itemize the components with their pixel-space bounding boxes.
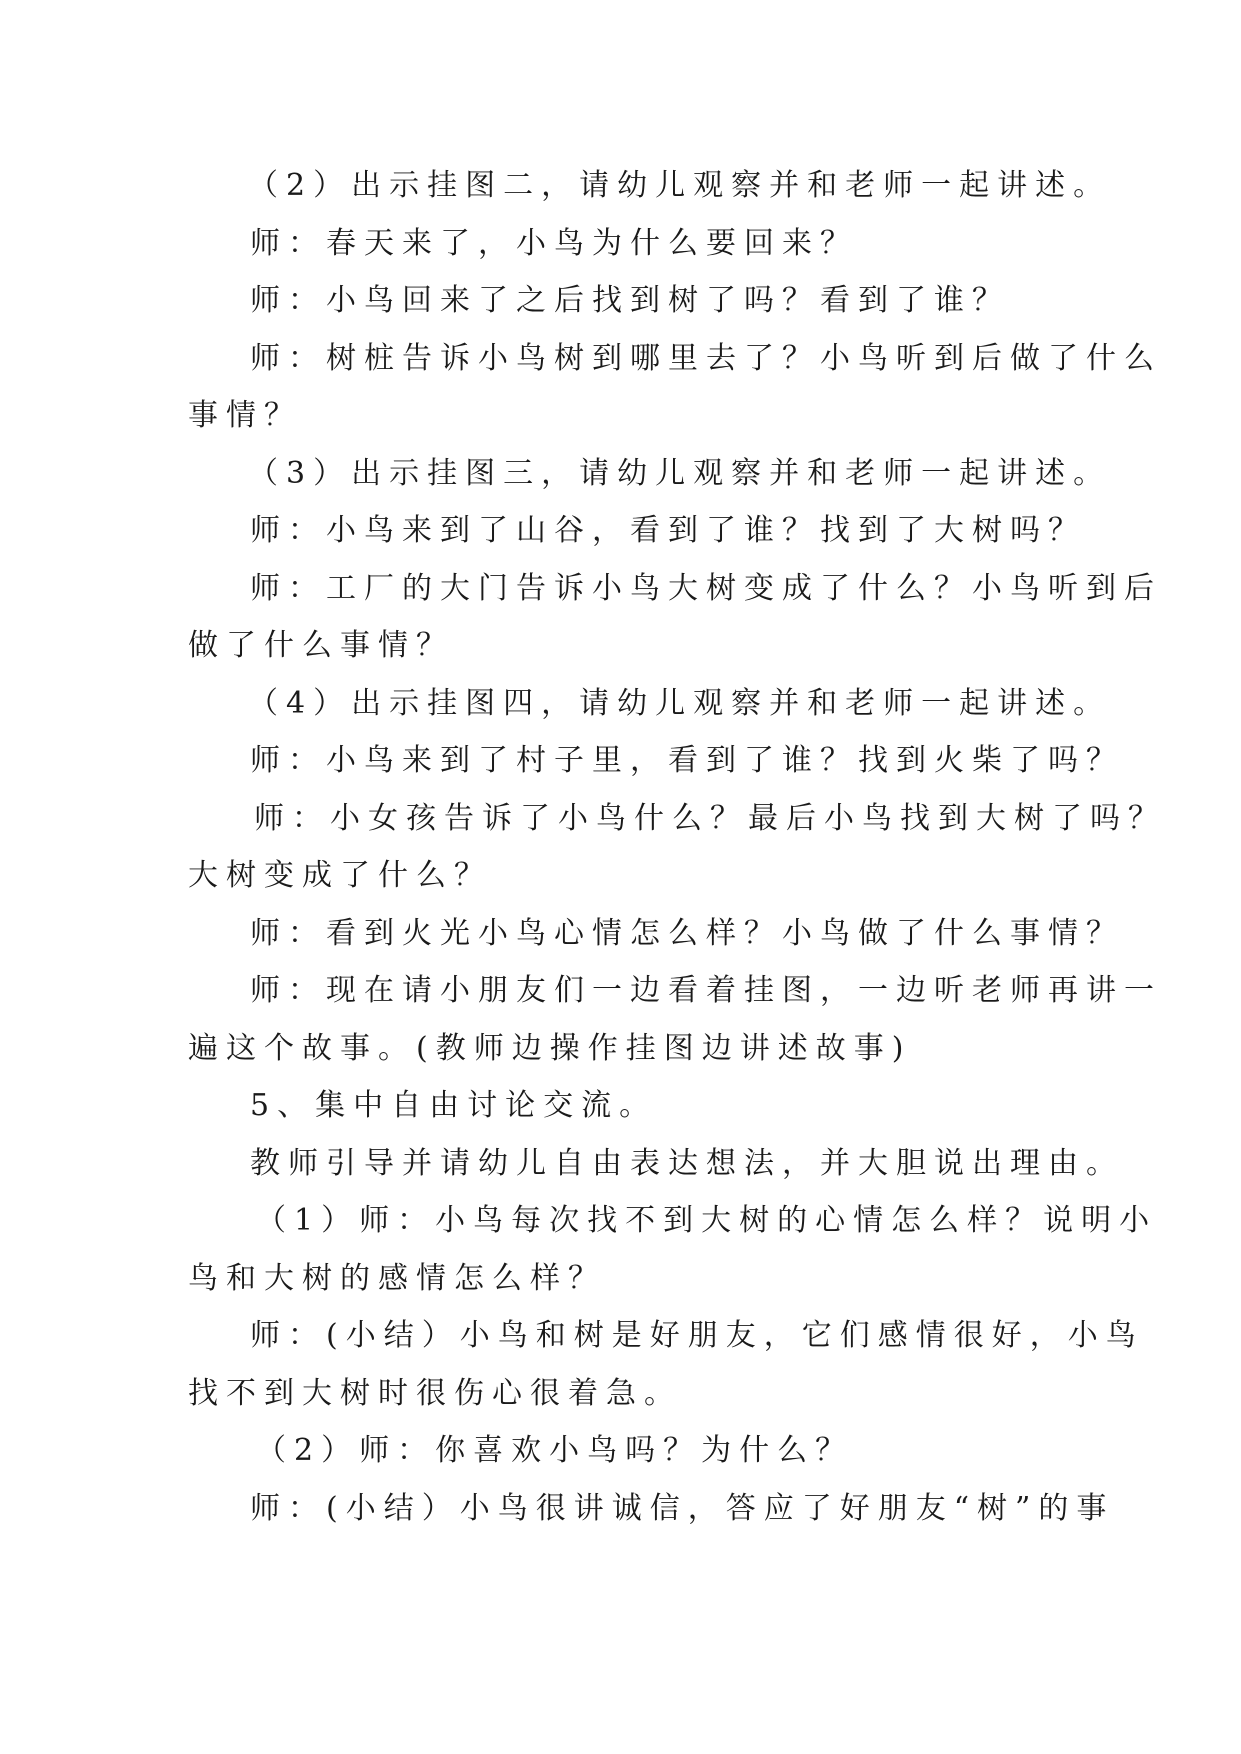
text-line: 师：小女孩告诉了小鸟什么？最后小鸟找到大树了吗？ (254, 801, 1166, 836)
text-line: 师：小鸟来到了村子里，看到了谁？找到火柴了吗？ (250, 743, 1124, 778)
text-line: 5、集中自由讨论交流。 (250, 1088, 658, 1123)
text-line: （3）出示挂图三，请幼儿观察并和老师一起讲述。 (248, 456, 1112, 491)
text-line: （2）师：你喜欢小鸟吗？为什么？ (256, 1433, 854, 1468)
text-line: 师：现在请小朋友们一边看着挂图，一边听老师再讲一 (250, 973, 1162, 1008)
text-line: 师：小鸟回来了之后找到树了吗？看到了谁？ (250, 283, 1010, 318)
text-line: 师：春天来了，小鸟为什么要回来？ (250, 226, 858, 261)
text-line: 师：工厂的大门告诉小鸟大树变成了什么？小鸟听到后 (250, 571, 1162, 606)
text-line: 师：树桩告诉小鸟树到哪里去了？小鸟听到后做了什么 (250, 341, 1162, 376)
text-line: 师：(小结）小鸟很讲诚信，答应了好朋友“树”的事 (250, 1491, 1115, 1526)
text-line: 教师引导并请幼儿自由表达想法，并大胆说出理由。 (250, 1146, 1124, 1181)
text-line: 师：看到火光小鸟心情怎么样？小鸟做了什么事情？ (250, 916, 1124, 951)
text-line: 遍这个故事。(教师边操作挂图边讲述故事) (188, 1031, 912, 1066)
text-line: 鸟和大树的感情怎么样？ (188, 1261, 606, 1296)
text-line: 事情？ (188, 398, 302, 433)
text-line: （1）师：小鸟每次找不到大树的心情怎么样？说明小 (256, 1203, 1158, 1238)
text-line: （2）出示挂图二，请幼儿观察并和老师一起讲述。 (248, 168, 1112, 203)
text-line: 找不到大树时很伤心很着急。 (188, 1376, 682, 1411)
text-line: 师：(小结）小鸟和树是好朋友，它们感情很好，小鸟 (250, 1318, 1144, 1353)
text-line: （4）出示挂图四，请幼儿观察并和老师一起讲述。 (248, 686, 1112, 721)
text-line: 做了什么事情？ (188, 628, 454, 663)
text-line: 师：小鸟来到了山谷，看到了谁？找到了大树吗？ (250, 513, 1086, 548)
text-line: 大树变成了什么？ (188, 858, 492, 893)
